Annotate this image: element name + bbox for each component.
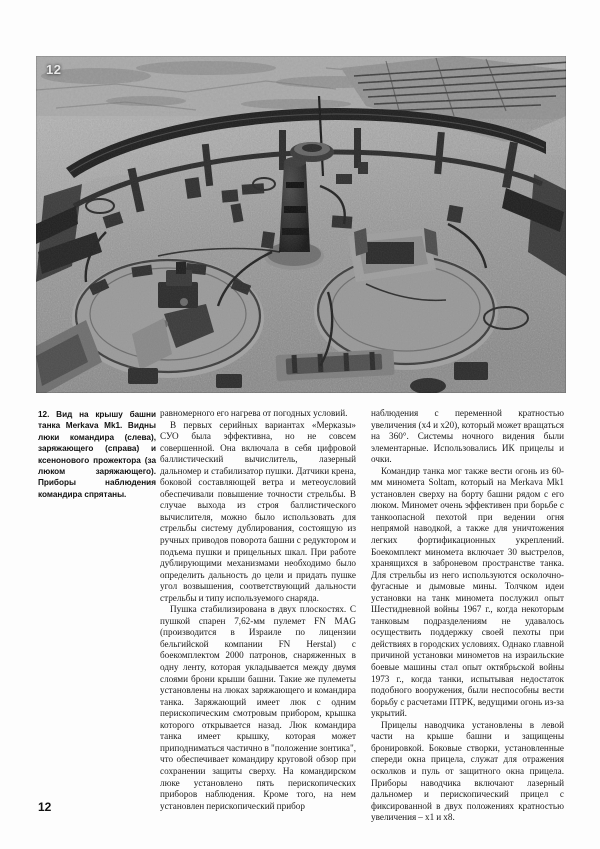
paragraph: Командир танка мог также вести огонь из 60-мм миномета Soltam, который на Merkava Mk1 установлен сверху на борту башни рядом с его люком. Миномет очень эффективен при борьбе с танкоопасной пехотой при ведении огня непрямой наводкой, а также для уничтожения легких фортификационных укреплений. Боекомплект миномета включает 30 выстрелов, хранящихся в заброневом пространстве танка. Для стрельбы из него используются осколочно-фугасные и дымовые мины. Толчком идеи установки на танк миномета послужил опыт Шестидневной войны 1967 г., когда некоторым танковым подразделениям не удавалось осуществить поддержку своей пехоты при действиях в городских условиях. Однако главной причиной установки минометов на израильские боевые машины стал опыт октябрьской войны 1973 г., когда танки, испытывая недостаток подобного вооружения, были неспособны вести борьбу с расчетами ПТРК, ведущими огонь из-за укрытий. — [371, 465, 564, 719]
photo-illustration — [36, 56, 566, 393]
paragraph: равномерного его нагрева от погодных условий. — [160, 408, 348, 418]
paragraph: В первых серийных вариантах «Мерказы» СУО была эффективна, но не совсем совершенной. Она включала в себя цифровой баллистический вычислитель, лазерный дальномер и стабилизатор пушки. Датчики крена, боковой составляющей ветра и метеоусловий обеспечивали повышение точности стрельбы. В случае выхода из строя баллистического вычислителя, можно было использовать для стрельбы систему дублирования, состоящую из ручных приводов поворота башни с редуктором и подъема пушки и прицельных шкал. При работе дублирующими механизмами необходимо было определить дальность до цели и придать пушке угол возвышения, соответствующий дальности стрельбы и типу используемого снаряда. — [160, 419, 356, 603]
figure-overlay-number: 12 — [46, 62, 62, 77]
figure-caption: 12. Вид на крышу башни танка Merkava Mk1. Видны люки командира (слева), заряжающего (справа) и ксенонового прожектора (за люком заряжающего). Приборы наблюдения командира спрятаны. — [38, 410, 156, 499]
body-column-middle — [160, 408, 356, 812]
figure-photo-merkava-turret-roof — [36, 56, 566, 393]
paragraph: наблюдения с переменной кратностью увеличения (х4 и х20), который может вращаться на 360°. Системы ночного видения были элементарные. Использовались ИК прицелы и очки. — [371, 408, 564, 465]
body-column-right — [371, 408, 564, 824]
page-number: 12 — [38, 800, 52, 814]
paragraph: Прицелы наводчика установлены в левой части на крыше башни и защищены бронировкой. Боковые створки, установленные спереди окна прицела, служат для отражения осколков и пуль от защитного окна прицела. Приборы наводчика включают лазерный дальномер и перископический прицел с фиксированной в двух положениях кратностью увеличения – х1 и х8. — [371, 719, 564, 823]
paragraph: Пушка стабилизирована в двух плоскостях. С пушкой спарен 7,62-мм пулемет FN MAG (производится в Израиле по лицензии бельгийской компании FN Herstal) с боекомплектом 2000 патронов, снаряженных в одну ленту, которая укладывается между двумя слоями брони крыши башни. Такие же пулеметы установлены на люках заряжающего и командира танка. Заряжающий имеет люк с одним перископическим смотровым прибором, крышка которого открывается назад. Люк командира танка имеет крышку, которая может приподниматься частично в "положение зонтика", что обеспечивает командиру круговой обзор при сохранении защиты сверху. На командирском люке установлено пять перископических приборов наблюдения. Кроме того, на нем установлен перископический прибор — [160, 604, 356, 811]
